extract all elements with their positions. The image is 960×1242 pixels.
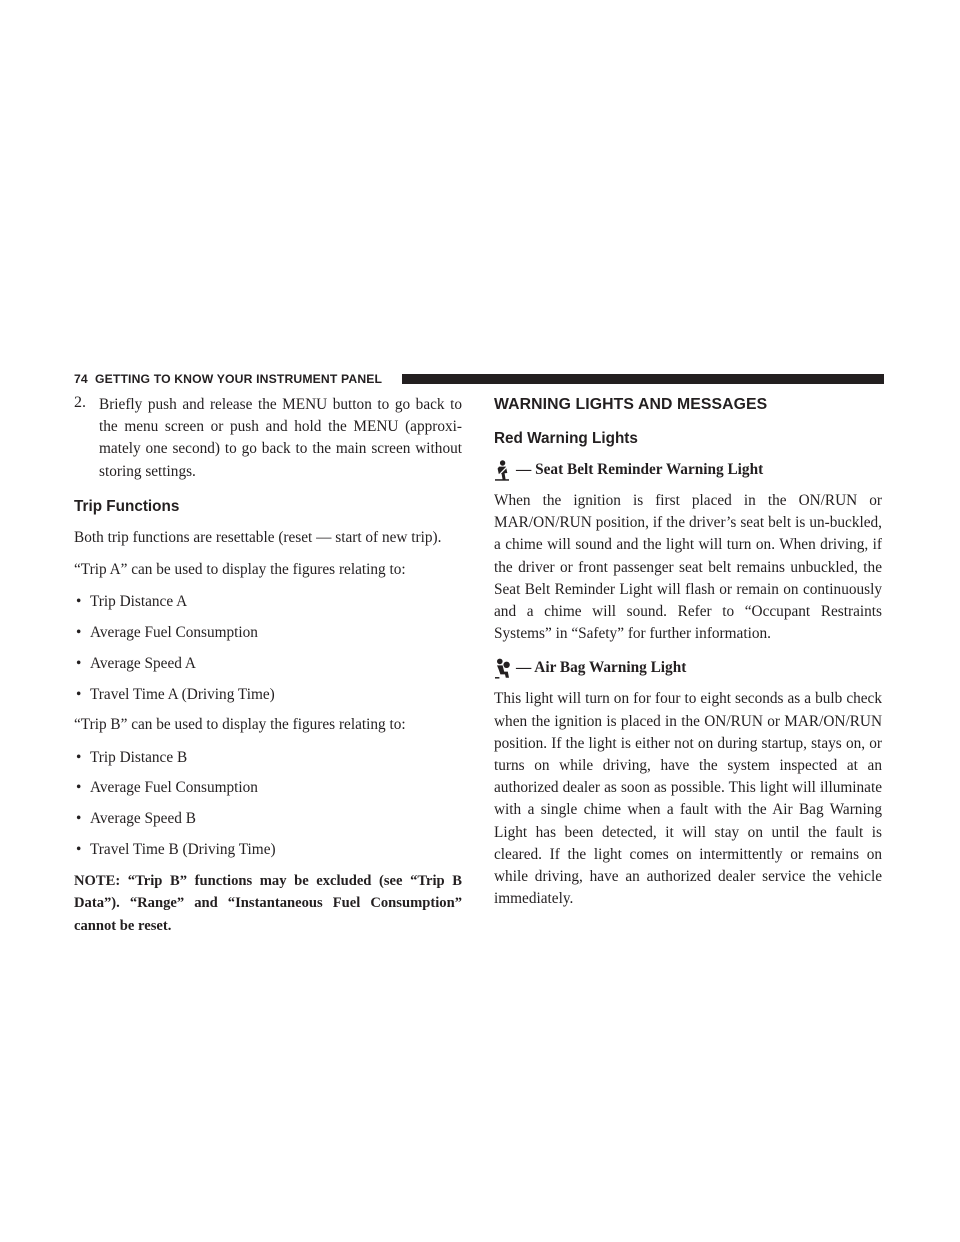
red-warning-lights-heading: Red Warning Lights <box>494 430 638 447</box>
list-item <box>74 777 462 799</box>
air-bag-icon <box>494 658 510 679</box>
warning-lights-heading: WARNING LIGHTS AND MESSAGES <box>494 396 768 413</box>
list-item-text: Trip Distance A <box>90 593 188 611</box>
seat-belt-title: — Seat Belt Reminder Warning Light <box>516 461 764 478</box>
header-rule <box>402 374 884 384</box>
page-number: 74 <box>74 372 88 386</box>
bullet: • <box>76 685 82 703</box>
trip-b-intro: “Trip B” can be used to display the figures relating to: <box>74 716 406 734</box>
list-item <box>74 684 462 706</box>
list-item <box>74 653 462 675</box>
step-text: Briefly push and release the MENU button to go back to the menu screen or push and hold the MENU (approxi-mately one second) to go back to the main screen without storing settings. <box>99 396 462 480</box>
bullet: • <box>76 593 82 611</box>
trip-a-intro: “Trip A” can be used to display the figures relating to: <box>74 561 406 579</box>
air-bag-text: This light will turn on for four to eight seconds as a bulb check when the ignition is placed in the ON/RUN or MAR/ON/RUN position. If the light is either not on during startup, stays on, or turns on while driving, have the system inspected at an authorized dealer as soon as possible. This light will illuminate with a single chime when a fault with the Air Bag Warning Light has been detected, it will stay on until the fault is cleared. If the light comes on intermittently or remains on while driving, have an authorized dealer service the vehicle immediately. <box>494 690 882 908</box>
left-column <box>74 394 462 937</box>
list-item-text: Average Fuel Consumption <box>90 624 258 642</box>
right-column <box>494 394 882 922</box>
section-title: GETTING TO KNOW YOUR INSTRUMENT PANEL <box>94 372 383 386</box>
trip-a-list <box>74 591 462 706</box>
note-text: NOTE: “Trip B” functions may be excluded (see “Trip B Data”). “Range” and “Instantaneous Fuel Consumption” cannot be reset. <box>74 872 462 934</box>
step-item <box>74 394 462 483</box>
list-item <box>74 839 462 861</box>
seat-belt-icon <box>494 460 510 481</box>
trip-b-list <box>74 747 462 862</box>
bullet: • <box>76 810 82 828</box>
list-item <box>74 808 462 830</box>
list-item <box>74 747 462 769</box>
bullet: • <box>76 841 82 858</box>
page-header <box>74 372 884 386</box>
seat-belt-heading <box>494 459 882 481</box>
list-item-text: Average Fuel Consumption <box>90 779 258 797</box>
resettable-text: Both trip functions are resettable (reset — start of new trip). <box>74 528 442 546</box>
bullet: • <box>76 624 82 642</box>
air-bag-title: — Air Bag Warning Light <box>516 659 687 677</box>
trip-functions-heading: Trip Functions <box>74 497 180 515</box>
list-item-text: Trip Distance B <box>90 748 188 766</box>
running-header <box>74 372 382 386</box>
bullet: • <box>76 654 82 672</box>
seat-belt-text: When the ignition is first placed in the ON/RUN or MAR/ON/RUN position, if the driver’s seat belt is un-buckled, a chime will sound and the light will turn on. When driving, if the driver or front passenger seat belt remains unbuckled, the Seat Belt Reminder Light will flash or remain on continuously and a chime will sound. Refer to “Occupant Restraints Systems” in “Safety” for further information. <box>494 492 882 643</box>
list-item-text: Average Speed B <box>90 810 196 828</box>
bullet: • <box>76 748 82 766</box>
list-item-text: Travel Time A (Driving Time) <box>90 685 275 703</box>
air-bag-heading <box>494 657 882 679</box>
list-item-text: Travel Time B (Driving Time) <box>90 841 276 858</box>
step-number: 2. <box>74 394 86 411</box>
list-item <box>74 591 462 613</box>
bullet: • <box>76 779 82 797</box>
list-item-text: Average Speed A <box>90 654 196 672</box>
list-item <box>74 622 462 644</box>
